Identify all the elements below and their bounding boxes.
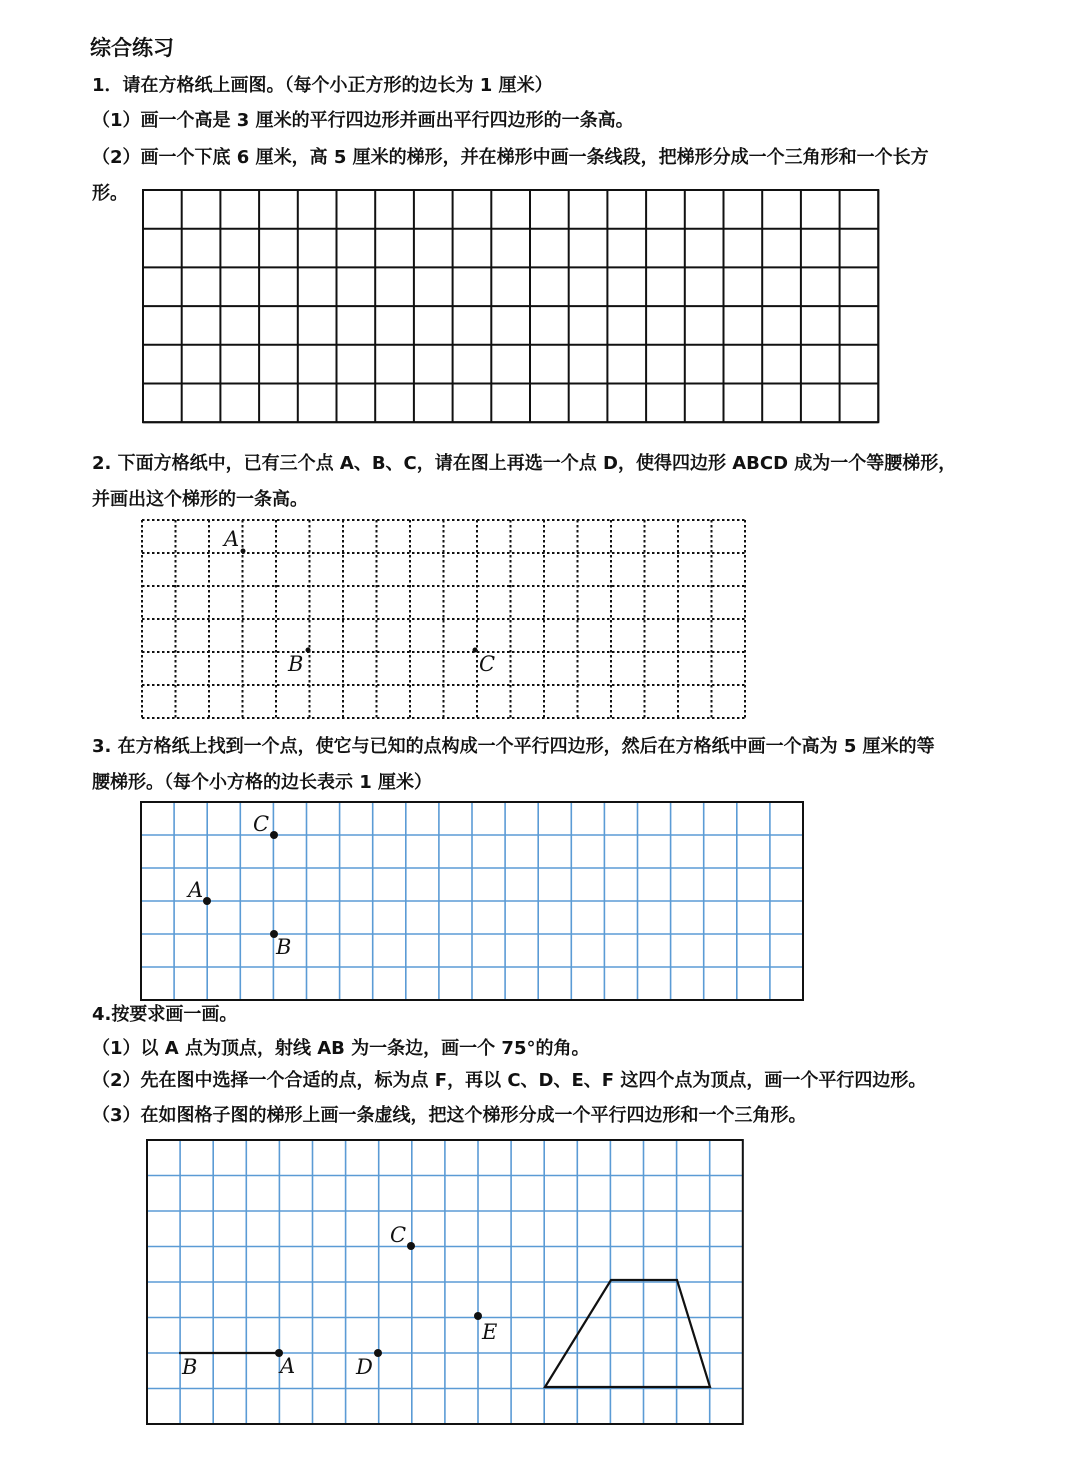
q4-part2: （2）先在图中选择一个合适的点，标为点 F，再以 C、D、E、F 这四个点为顶点，画一个平行四边形。	[92, 1070, 927, 1091]
q2-point-a	[241, 549, 246, 554]
q3-label-a: A	[188, 878, 204, 902]
q2-label-c: C	[479, 652, 496, 676]
q3-text-line2: 腰梯形。（每个小方格的边长表示 1 厘米）	[92, 772, 433, 793]
q4-label-c: C	[390, 1223, 407, 1247]
q1-stem: 1．请在方格纸上画图。（每个小正方形的边长为 1 厘米）	[92, 75, 553, 96]
q2-label-a: A	[224, 527, 240, 551]
q2-grid[interactable]	[138, 518, 748, 720]
q2-point-b	[306, 648, 311, 653]
page-title: 综合练习	[90, 36, 174, 60]
q4-label-e: E	[482, 1320, 498, 1344]
q3-label-b: B	[276, 935, 292, 959]
q3-point-a	[203, 897, 211, 905]
q2-text-line2: 并画出这个梯形的一条高。	[92, 489, 308, 510]
q3-grid[interactable]	[140, 801, 804, 1001]
q4-part1: （1）以 A 点为顶点，射线 AB 为一条边，画一个 75°的角。	[92, 1038, 590, 1059]
q4-label-b: B	[182, 1355, 198, 1379]
q2-point-c	[473, 648, 478, 653]
q4-part3: （3）在如图格子图的梯形上画一条虚线，把这个梯形分成一个平行四边形和一个三角形。	[92, 1105, 807, 1126]
q2-text-line1: 2. 下面方格纸中，已有三个点 A、B、C，请在图上再选一个点 D，使得四边形 ABCD 成为一个等腰梯形，	[92, 453, 957, 474]
q3-text-line1: 3. 在方格纸上找到一个点，使它与已知的点构成一个平行四边形，然后在方格纸中画一个高为 5 厘米的等	[92, 736, 935, 757]
q2-label-b: B	[288, 652, 304, 676]
q3-point-c	[270, 831, 278, 839]
q4-stem: 4.按要求画一画。	[92, 1004, 238, 1025]
q4-label-d: D	[356, 1355, 373, 1379]
q4-point-e	[474, 1312, 482, 1320]
q4-point-d	[374, 1349, 382, 1357]
q4-point-c	[407, 1242, 415, 1250]
q1-grid[interactable]	[140, 188, 880, 424]
q4-label-a: A	[280, 1354, 296, 1378]
q4-trapezoid[interactable]	[545, 1280, 710, 1387]
q1-part1: （1）画一个高是 3 厘米的平行四边形并画出平行四边形的一条高。	[92, 110, 634, 131]
q3-label-c: C	[253, 812, 270, 836]
q4-grid[interactable]	[146, 1139, 744, 1425]
q1-part2-line2: 形。	[92, 183, 128, 204]
q1-part2-line1: （2）画一个下底 6 厘米，高 5 厘米的梯形，并在梯形中画一条线段，把梯形分成一个三角形和一个长方	[92, 147, 929, 168]
